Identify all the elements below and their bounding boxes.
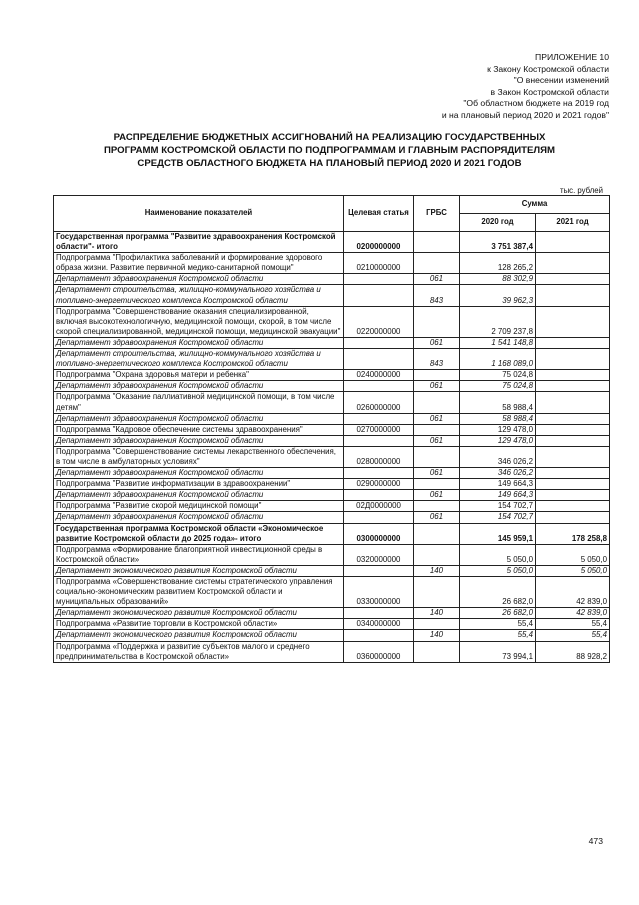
row-value-2021 — [536, 435, 610, 446]
appendix-line: "Об областном бюджете на 2019 год — [463, 98, 609, 109]
row-value-2020: 149 664,3 — [460, 479, 536, 490]
row-name: Подпрограмма «Формирование благоприятной инвестиционной среды в Костромской области» — [54, 544, 344, 565]
table-row — [54, 370, 610, 381]
table-row — [54, 253, 610, 274]
row-value-2020: 88 302,9 — [460, 274, 536, 285]
table-row — [54, 468, 610, 479]
row-value-2021: 42 839,0 — [536, 608, 610, 619]
header-2020: 2020 год — [460, 214, 536, 232]
row-code — [344, 435, 414, 446]
row-value-2020: 1 168 089,0 — [460, 349, 536, 370]
row-code — [344, 337, 414, 348]
row-value-2020: 75 024,8 — [460, 381, 536, 392]
row-value-2020: 75 024,8 — [460, 370, 536, 381]
row-name: Департамент здравоохранения Костромской области — [54, 381, 344, 392]
row-code: 0280000000 — [344, 446, 414, 467]
row-name: Подпрограмма "Охрана здоровья матери и ребенка" — [54, 370, 344, 381]
row-grbs: 843 — [414, 285, 460, 306]
row-name: Департамент экономического развития Костромской области — [54, 630, 344, 641]
row-value-2020: 5 050,0 — [460, 544, 536, 565]
row-code: 0220000000 — [344, 306, 414, 337]
row-name: Департамент здравоохранения Костромской области — [54, 274, 344, 285]
row-grbs: 061 — [414, 490, 460, 501]
row-code: 0320000000 — [344, 544, 414, 565]
row-name: Подпрограмма "Совершенствование оказания специализированной, включая высокотехнологичную, медицинской помощи, скорой, в том числе скорой специализированной, медицинской помощи, медицинской эвакуации" — [54, 306, 344, 337]
row-name: Подпрограмма "Профилактика заболеваний и формирование здорового образа жизни. Развитие первичной медико-санитарной помощи" — [54, 253, 344, 274]
title-line: РАСПРЕДЕЛЕНИЕ БЮДЖЕТНЫХ АССИГНОВАНИЙ НА РЕАЛИЗАЦИЮ ГОСУДАРСТВЕННЫХ — [113, 132, 546, 143]
row-name: Департамент здравоохранения Костромской области — [54, 468, 344, 479]
table-row — [54, 285, 610, 306]
row-code: 0240000000 — [344, 370, 414, 381]
row-value-2020: 58 988,4 — [460, 413, 536, 424]
header-sum: Сумма — [460, 196, 610, 214]
row-code: 0260000000 — [344, 392, 414, 413]
row-code — [344, 381, 414, 392]
row-grbs — [414, 446, 460, 467]
table-row — [54, 337, 610, 348]
row-value-2020: 39 962,3 — [460, 285, 536, 306]
table-row — [54, 424, 610, 435]
row-code: 0290000000 — [344, 479, 414, 490]
row-grbs — [414, 619, 460, 630]
table-row — [54, 232, 610, 253]
row-name: Подпрограмма "Развитие скорой медицинской помощи" — [54, 501, 344, 512]
row-name: Подпрограмма "Совершенствование системы лекарственного обеспечения, в том числе в амбулаторных условиях" — [54, 446, 344, 467]
row-grbs — [414, 544, 460, 565]
row-value-2021: 178 258,8 — [536, 523, 610, 544]
row-code — [344, 512, 414, 523]
row-name: Департамент экономического развития Костромской области — [54, 608, 344, 619]
table-row — [54, 512, 610, 523]
row-value-2020: 73 994,1 — [460, 641, 536, 662]
page-number: 473 — [588, 836, 603, 846]
title-line: ПРОГРАММ КОСТРОМСКОЙ ОБЛАСТИ ПО ПОДПРОГРАММАМ И ГЛАВНЫМ РАСПОРЯДИТЕЛЯМ — [104, 145, 555, 157]
table-row — [54, 501, 610, 512]
row-value-2021 — [536, 413, 610, 424]
row-value-2020: 26 682,0 — [460, 608, 536, 619]
row-grbs — [414, 577, 460, 608]
table-row — [54, 619, 610, 630]
row-value-2021: 5 050,0 — [536, 565, 610, 576]
title-line: СРЕДСТВ ОБЛАСТНОГО БЮДЖЕТА НА ПЛАНОВЫЙ ПЕРИОД 2020 И 2021 ГОДОВ — [137, 158, 522, 170]
row-value-2021: 5 050,0 — [536, 544, 610, 565]
header-2021: 2021 год — [536, 214, 610, 232]
row-name: Государственная программа Костромской области «Экономическое развитие Костромской области до 2025 года»- итого — [54, 523, 344, 544]
row-value-2021: 88 928,2 — [536, 641, 610, 662]
document-title — [60, 131, 599, 171]
row-name: Департамент здравоохранения Костромской области — [54, 512, 344, 523]
row-code: 0330000000 — [344, 577, 414, 608]
row-code — [344, 413, 414, 424]
row-grbs: 061 — [414, 413, 460, 424]
row-code: 0360000000 — [344, 641, 414, 662]
row-grbs — [414, 370, 460, 381]
row-value-2021 — [536, 512, 610, 523]
row-grbs: 843 — [414, 349, 460, 370]
row-grbs: 061 — [414, 512, 460, 523]
row-value-2020: 5 050,0 — [460, 565, 536, 576]
row-grbs: 061 — [414, 337, 460, 348]
row-value-2020: 129 478,0 — [460, 424, 536, 435]
table-row — [54, 479, 610, 490]
appendix-line: к Закону Костромской области — [487, 63, 609, 74]
row-grbs — [414, 523, 460, 544]
table-row — [54, 544, 610, 565]
table-row — [54, 641, 610, 662]
row-code: 0200000000 — [344, 232, 414, 253]
row-value-2021: 42 839,0 — [536, 577, 610, 608]
row-value-2020: 154 702,7 — [460, 512, 536, 523]
row-name: Подпрограмма «Совершенствование системы стратегического управления социально-экономическим развитием Костромской области и муниципальных образований» — [54, 577, 344, 608]
row-grbs: 061 — [414, 468, 460, 479]
row-value-2020: 26 682,0 — [460, 577, 536, 608]
appendix-line: в Закон Костромской области — [490, 86, 609, 97]
appendix-line: ПРИЛОЖЕНИЕ 10 — [535, 52, 609, 62]
row-grbs: 061 — [414, 274, 460, 285]
row-name: Государственная программа "Развитие здравоохранения Костромской области"- итого — [54, 232, 344, 253]
row-value-2020: 149 664,3 — [460, 490, 536, 501]
table-row — [54, 349, 610, 370]
appendix-reference — [442, 52, 609, 122]
row-name: Подпрограмма "Развитие информатизации в здравоохранении" — [54, 479, 344, 490]
row-value-2020: 58 988,4 — [460, 392, 536, 413]
row-value-2020: 346 026,2 — [460, 468, 536, 479]
row-value-2021 — [536, 381, 610, 392]
row-value-2020: 346 026,2 — [460, 446, 536, 467]
appendix-line: "О внесении изменений — [513, 75, 609, 86]
row-name: Департамент здравоохранения Костромской области — [54, 435, 344, 446]
row-value-2021 — [536, 479, 610, 490]
row-code — [344, 630, 414, 641]
row-name: Департамент здравоохранения Костромской области — [54, 490, 344, 501]
table-row — [54, 446, 610, 467]
table-row — [54, 523, 610, 544]
row-name: Департамент строительства, жилищно-коммунального хозяйства и топливно-энергетического комплекса Костромской области — [54, 349, 344, 370]
row-value-2020: 129 478,0 — [460, 435, 536, 446]
header-name: Наименование показателей — [54, 196, 344, 232]
table-row — [54, 435, 610, 446]
row-value-2021 — [536, 424, 610, 435]
row-value-2020: 145 959,1 — [460, 523, 536, 544]
row-code: 0210000000 — [344, 253, 414, 274]
row-grbs — [414, 392, 460, 413]
row-value-2021 — [536, 468, 610, 479]
row-code: 0300000000 — [344, 523, 414, 544]
row-code — [344, 274, 414, 285]
row-value-2021 — [536, 370, 610, 381]
row-value-2020: 1 541 148,8 — [460, 337, 536, 348]
row-value-2020: 55,4 — [460, 630, 536, 641]
row-grbs: 140 — [414, 608, 460, 619]
row-grbs — [414, 306, 460, 337]
row-grbs — [414, 424, 460, 435]
row-name: Подпрограмма «Поддержка и развитие субъектов малого и среднего предпринимательства в Костромской области» — [54, 641, 344, 662]
row-grbs — [414, 232, 460, 253]
row-code — [344, 285, 414, 306]
table-row — [54, 577, 610, 608]
units-label: тыс. рублей — [560, 186, 603, 195]
row-value-2021: 55,4 — [536, 619, 610, 630]
table-row — [54, 274, 610, 285]
table-row — [54, 413, 610, 424]
row-value-2021 — [536, 306, 610, 337]
row-name: Подпрограмма "Кадровое обеспечение системы здравоохранения" — [54, 424, 344, 435]
row-name: Департамент здравоохранения Костромской области — [54, 337, 344, 348]
row-name: Департамент здравоохранения Костромской области — [54, 413, 344, 424]
table-row — [54, 392, 610, 413]
row-grbs: 061 — [414, 435, 460, 446]
row-value-2020: 55,4 — [460, 619, 536, 630]
allocation-table — [53, 195, 610, 663]
row-value-2021 — [536, 274, 610, 285]
table-row — [54, 306, 610, 337]
row-name: Департамент строительства, жилищно-коммунального хозяйства и топливно-энергетического комплекса Костромской области — [54, 285, 344, 306]
row-value-2021 — [536, 392, 610, 413]
row-value-2021 — [536, 490, 610, 501]
table-row — [54, 608, 610, 619]
row-code — [344, 468, 414, 479]
header-code: Целевая статья — [344, 196, 414, 232]
row-grbs: 140 — [414, 630, 460, 641]
row-value-2020: 154 702,7 — [460, 501, 536, 512]
row-name: Подпрограмма "Оказание паллиативной медицинской помощи, в том числе детям" — [54, 392, 344, 413]
row-value-2021: 55,4 — [536, 630, 610, 641]
appendix-line: и на плановый период 2020 и 2021 годов" — [441, 109, 609, 120]
row-value-2021 — [536, 349, 610, 370]
table-row — [54, 565, 610, 576]
row-grbs — [414, 641, 460, 662]
header-grbs: ГРБС — [414, 196, 460, 232]
row-name: Подпрограмма «Развитие торговли в Костромской области» — [54, 619, 344, 630]
row-code — [344, 490, 414, 501]
table-row — [54, 490, 610, 501]
row-value-2021 — [536, 446, 610, 467]
row-value-2021 — [536, 232, 610, 253]
row-code: 02Д0000000 — [344, 501, 414, 512]
row-grbs — [414, 479, 460, 490]
row-value-2021 — [536, 253, 610, 274]
row-value-2020: 2 709 237,8 — [460, 306, 536, 337]
row-value-2021 — [536, 337, 610, 348]
row-code: 0270000000 — [344, 424, 414, 435]
row-code — [344, 565, 414, 576]
row-grbs — [414, 501, 460, 512]
row-grbs: 140 — [414, 565, 460, 576]
table-row — [54, 630, 610, 641]
row-grbs — [414, 253, 460, 274]
row-grbs: 061 — [414, 381, 460, 392]
row-code: 0340000000 — [344, 619, 414, 630]
row-name: Департамент экономического развития Костромской области — [54, 565, 344, 576]
row-code — [344, 608, 414, 619]
row-value-2020: 128 265,2 — [460, 253, 536, 274]
row-value-2021 — [536, 501, 610, 512]
row-code — [344, 349, 414, 370]
row-value-2020: 3 751 387,4 — [460, 232, 536, 253]
table-row — [54, 381, 610, 392]
row-value-2021 — [536, 285, 610, 306]
